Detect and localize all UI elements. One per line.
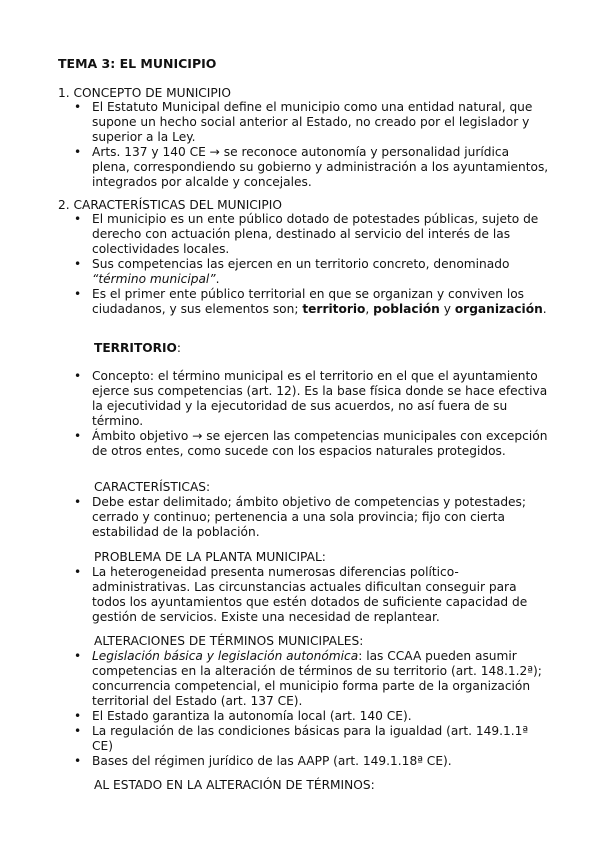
list-item: • La heterogeneidad presenta numerosas diferencias político-administrativas. Las circunstancias actuales dificultan conseguir para todos los ayuntamientos que estén dotados de suficiente capacidad de gestión de servicios. Existe una necesidad de replantear. [0, 565, 599, 625]
list-item: • Bases del régimen jurídico de las AAPP (art. 149.1.18ª CE). [0, 754, 599, 769]
item-emphasis: “término municipal” [92, 272, 216, 286]
list-item: • El municipio es un ente público dotado de potestades públicas, sujeto de derecho con actuación plena, destinado al servicio del interés de las colectividades locales. [0, 212, 599, 257]
document-title: TEMA 3: EL MUNICIPIO [58, 56, 217, 71]
item-bold: organización [454, 302, 543, 316]
section-1-heading: 1. CONCEPTO DE MUNICIPIO [58, 86, 231, 100]
list-item [0, 287, 599, 317]
item-bold: población [373, 302, 440, 316]
list-item [0, 257, 599, 287]
list-item: • Ámbito objetivo → se ejercen las competencias municipales con excepción de otros entes, como sucede con los espacios naturales protegidos. [0, 429, 599, 459]
heading-text: TERRITORIO [94, 341, 177, 355]
list-item: • Concepto: el término municipal es el territorio en el que el ayuntamiento ejerce sus competencias (art. 12). Es la base física donde se hace efectiva la ejecutividad y la ejecutoridad de sus acuerdos, no así fuera de su término. [0, 369, 599, 429]
territorio-heading [94, 341, 181, 356]
alteraciones-list [0, 649, 599, 769]
list-item: • Debe estar delimitado; ámbito objetivo de competencias y potestades; cerrado y continuo; pertenencia a una sola provincia; fijo con cierta estabilidad de la población. [0, 495, 599, 540]
list-item: • La regulación de las condiciones básicas para la igualdad (art. 149.1.1ª CE) [0, 724, 599, 754]
item-text: , [365, 302, 374, 316]
heading-colon: : [176, 341, 182, 355]
list-item: • Arts. 137 y 140 CE → se reconoce autonomía y personalidad jurídica plena, correspondiendo su gobierno y administración a los ayuntamientos, integrados por alcalde y concejales. [0, 145, 599, 190]
item-text: : las CCAA pueden asumir competencias en la alteración de términos de su territorio (art. 148.1.2ª); concurrencia competencial, el municipio forma parte de la organización territorial del Estado (art. 137 CE). [92, 649, 542, 708]
item-emphasis: Legislación básica y legislación autonómica [92, 649, 359, 663]
caracteristicas-list [0, 495, 599, 540]
item-text: . [542, 302, 547, 316]
item-text: Sus competencias las ejercen en un territorio concreto, denominado [92, 257, 510, 271]
estado-heading: AL ESTADO EN LA ALTERACIÓN DE TÉRMINOS: [94, 778, 375, 792]
item-text: . [215, 272, 220, 286]
item-text: y [439, 302, 455, 316]
list-item: • El Estado garantiza la autonomía local (art. 140 CE). [0, 709, 599, 724]
section-2-list [0, 212, 599, 317]
item-bold: territorio [302, 302, 366, 316]
section-1-list [0, 100, 599, 190]
planta-heading: PROBLEMA DE LA PLANTA MUNICIPAL: [94, 550, 326, 564]
list-item [0, 649, 599, 709]
planta-list [0, 565, 599, 625]
alteraciones-heading: ALTERACIONES DE TÉRMINOS MUNICIPALES: [94, 634, 364, 648]
territorio-list [0, 369, 599, 459]
item-text: Es el primer ente público territorial en que se organizan y conviven los ciudadanos, y sus elementos son; [92, 287, 525, 316]
caracteristicas-heading: CARACTERÍSTICAS: [94, 480, 211, 494]
list-item: • El Estatuto Municipal define el municipio como una entidad natural, que supone un hecho social anterior al Estado, no creado por el legislador y superior a la Ley. [0, 100, 599, 145]
section-2-heading: 2. CARACTERÍSTICAS DEL MUNICIPIO [58, 198, 282, 212]
